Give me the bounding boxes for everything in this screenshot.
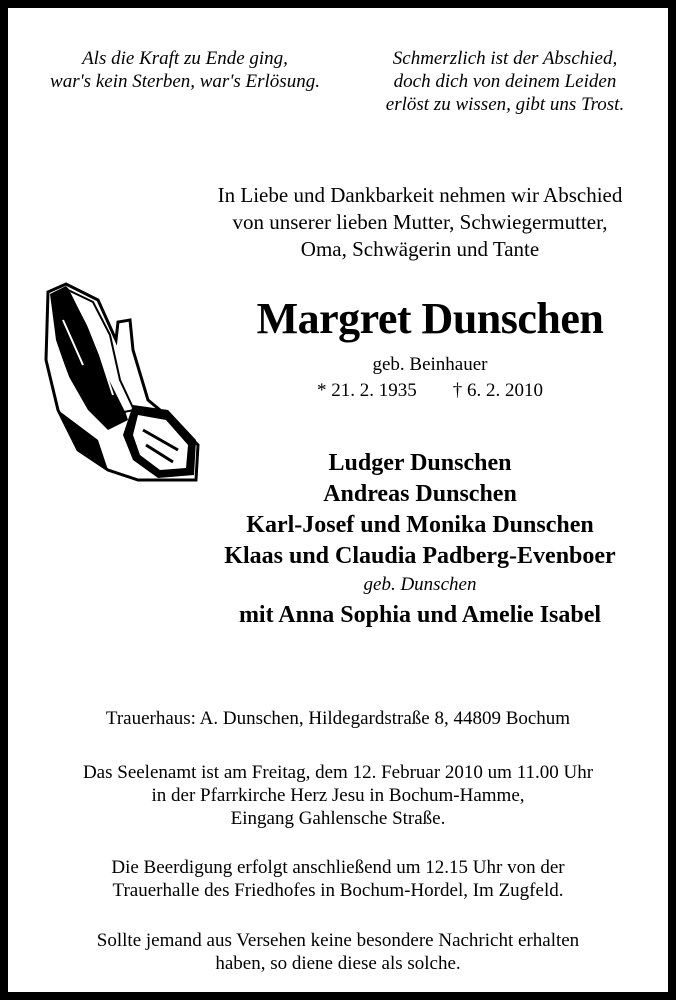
birth-date: * 21. 2. 1935	[317, 380, 417, 401]
quote-line: Als die Kraft zu Ende ging,	[82, 48, 288, 69]
dates	[180, 378, 676, 404]
quote-line: doch dich von deinem Leiden	[393, 71, 617, 92]
death-date: † 6. 2. 2010	[452, 380, 543, 401]
quote-left	[20, 47, 350, 93]
burial-line: Die Beerdigung erfolgt anschließend um 12.15 Uhr von der	[111, 857, 565, 878]
notice-line: haben, so diene diese als solche.	[215, 953, 461, 974]
quote-line: erlöst zu wissen, gibt uns Trost.	[385, 94, 625, 115]
family-member: Andreas Dunschen	[323, 481, 517, 507]
family-member: mit Anna Sophia und Amelie Isabel	[238, 602, 602, 628]
family-member: Ludger Dunschen	[328, 450, 512, 476]
deceased-name: Margret Dunschen	[256, 294, 604, 343]
mass-line: in der Pfarrkirche Herz Jesu in Bochum-Hamme,	[151, 785, 525, 806]
birth-name: geb. Beinhauer	[372, 354, 488, 375]
mass-line: Eingang Gahlensche Straße.	[230, 808, 446, 829]
house-address: Trauerhaus: A. Dunschen, Hildegardstraße 8, 44809 Bochum	[105, 708, 571, 729]
burial-line: Trauerhalle des Friedhofes in Bochum-Hordel, Im Zugfeld.	[112, 880, 564, 901]
quote-line: war's kein Sterben, war's Erlösung.	[50, 71, 320, 92]
intro-text	[160, 182, 676, 263]
notice-line: Sollte jemand aus Versehen keine besondere Nachricht erhalten	[96, 930, 580, 951]
intro-line: In Liebe und Dankbarkeit nehmen wir Abschied	[217, 183, 623, 207]
quote-line: Schmerzlich ist der Abschied,	[392, 48, 618, 69]
family-note: geb. Dunschen	[363, 574, 477, 595]
quote-right	[340, 47, 670, 116]
notice-info	[8, 929, 668, 975]
family-member: Karl-Josef und Monika Dunschen	[246, 512, 594, 538]
intro-line: Oma, Schwägerin und Tante	[300, 237, 540, 261]
burial-info	[8, 856, 668, 902]
family-member: Klaas und Claudia Padberg-Evenboer	[224, 543, 616, 569]
intro-line: von unserer lieben Mutter, Schwiegermutter,	[232, 210, 608, 234]
mass-info	[8, 761, 668, 830]
mass-line: Das Seelenamt ist am Freitag, dem 12. Februar 2010 um 11.00 Uhr	[82, 762, 594, 783]
family-list	[160, 448, 676, 631]
